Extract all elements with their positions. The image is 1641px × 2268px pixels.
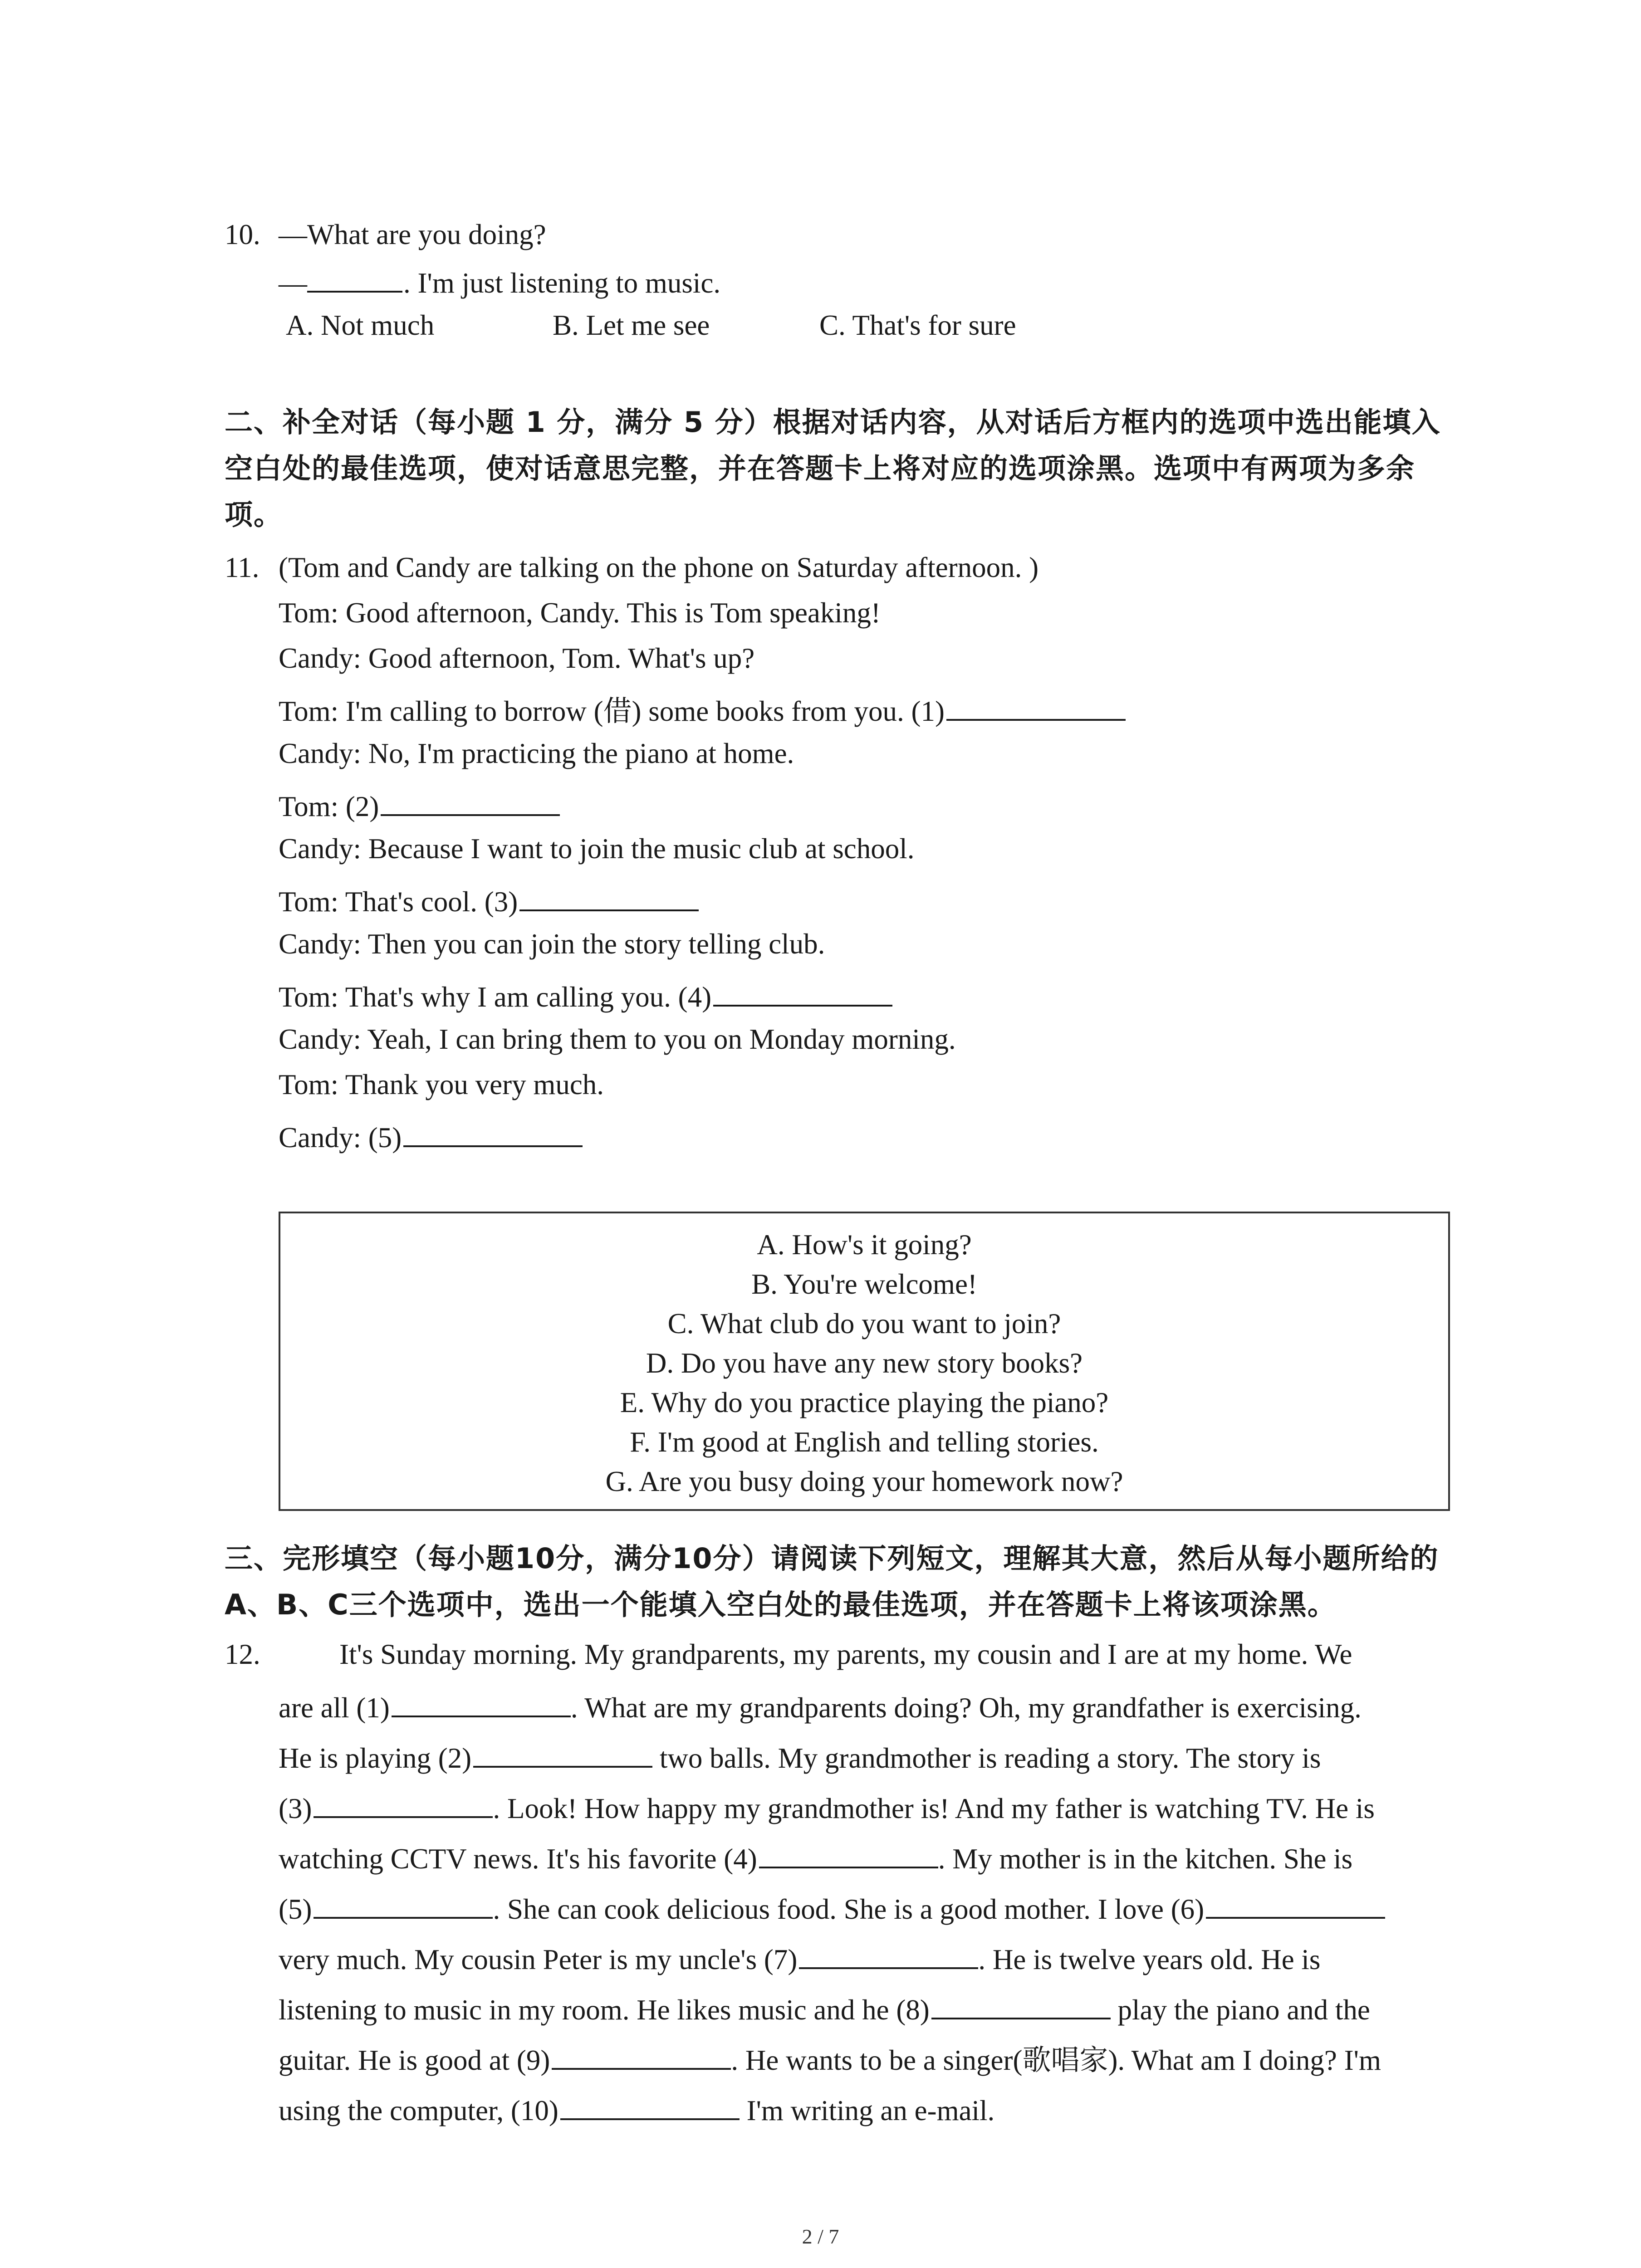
passage-line <box>279 1788 1449 1827</box>
answer-blank <box>314 1888 493 1919</box>
dialogue-line <box>279 1117 583 1156</box>
passage-line <box>279 1737 1449 1776</box>
passage-text: I'm writing an e-mail. <box>739 2095 995 2126</box>
dialogue-text: Tom: That's why I am calling you. (4) <box>279 981 712 1013</box>
passage-text: watching CCTV news. It's his favorite (4) <box>279 1843 757 1875</box>
page-number: 2 / 7 <box>802 2225 839 2248</box>
answer-blank <box>560 2090 740 2120</box>
choices-box <box>279 1212 1450 1511</box>
dialogue-text: Tom: (2) <box>279 791 379 822</box>
q10-option-b: B. Let me see <box>553 309 710 341</box>
passage-line <box>279 1989 1449 2028</box>
q10-option-c: C. That's for sure <box>819 309 1016 341</box>
passage-line <box>279 1838 1449 1877</box>
choice-c: C. What club do you want to join? <box>667 1308 1061 1339</box>
passage-text: two balls. My grandmother is reading a story. The story is <box>652 1742 1321 1774</box>
passage-text: . He wants to be a singer(歌唱家). What am I doing? I'm <box>731 2044 1381 2076</box>
answer-blank <box>946 690 1126 721</box>
q10-option-a: A. Not much <box>286 309 435 341</box>
q11-intro: (Tom and Candy are talking on the phone on Saturday afternoon. ) <box>279 552 1039 583</box>
dialogue-line <box>279 690 1126 729</box>
passage-text: guitar. He is good at (9) <box>279 2044 550 2076</box>
dialogue-text: Candy: (5) <box>279 1122 402 1154</box>
passage-text: . What are my grandparents doing? Oh, my grandfather is exercising. <box>570 1692 1362 1724</box>
passage-text: . My mother is in the kitchen. She is <box>938 1843 1353 1875</box>
dialogue-text: Tom: That's cool. (3) <box>279 886 518 918</box>
dialogue-line <box>279 786 560 825</box>
q10-line-2 <box>279 262 720 301</box>
passage-text: . She can cook delicious food. She is a good mother. I love (6) <box>493 1893 1205 1925</box>
dialogue-line: Candy: Because I want to join the music club at school. <box>279 833 915 865</box>
section-2-heading: 二、补全对话（每小题 1 分，满分 5 分）根据对话内容，从对话后方框内的选项中选出能填入空白处的最佳选项，使对话意思完整，并在答题卡上将对应的选项涂黑。选项中有两项为多余项。 <box>225 406 1441 531</box>
passage-text: play the piano and the <box>1110 1994 1370 2026</box>
passage-text: (5) <box>279 1893 312 1925</box>
dialogue-line <box>279 976 892 1015</box>
answer-blank <box>473 1737 652 1768</box>
passage-text: . Look! How happy my grandmother is! And my father is watching TV. He is <box>493 1793 1375 1824</box>
passage-text: He is playing (2) <box>279 1742 472 1774</box>
dialogue-line: Candy: Then you can join the story telling club. <box>279 928 825 960</box>
dialogue-text: Tom: I'm calling to borrow (借) some books from you. (1) <box>279 695 945 727</box>
answer-blank <box>314 1788 493 1818</box>
answer-blank <box>931 1989 1111 2019</box>
passage-text: . He is twelve years old. He is <box>978 1944 1321 1975</box>
choice-b: B. You're welcome! <box>751 1268 977 1300</box>
passage-line <box>279 2090 1449 2129</box>
passage-text: (3) <box>279 1793 312 1824</box>
answer-blank <box>381 786 560 816</box>
choice-d: D. Do you have any new story books? <box>646 1347 1083 1379</box>
question-number-12: 12. <box>225 1638 260 1670</box>
choice-a: A. How's it going? <box>757 1229 972 1261</box>
passage-text: very much. My cousin Peter is my uncle's (7) <box>279 1944 798 1975</box>
q10-dash: — <box>279 267 307 299</box>
q10-line-1: —What are you doing? <box>279 219 546 250</box>
choice-f: F. I'm good at English and telling stories. <box>630 1426 1099 1458</box>
passage-line <box>279 1888 1449 1927</box>
section-3-heading: 三、完形填空（每小题10分，满分10分）请阅读下列短文，理解其大意，然后从每小题所给的A、B、C三个选项中，选出一个能填入空白处的最佳选项，并在答题卡上将该项涂黑。 <box>225 1542 1439 1621</box>
passage-line: It's Sunday morning. My grandparents, my parents, my cousin and I are at my home. We <box>339 1638 1352 1670</box>
passage-text: are all (1) <box>279 1692 390 1724</box>
q10-line-2-rest: . I'm just listening to music. <box>403 267 721 299</box>
dialogue-line: Tom: Thank you very much. <box>279 1069 604 1100</box>
dialogue-line: Tom: Good afternoon, Candy. This is Tom speaking! <box>279 597 881 629</box>
answer-blank <box>552 2039 731 2070</box>
answer-blank <box>519 881 699 911</box>
dialogue-line: Candy: Good afternoon, Tom. What's up? <box>279 642 755 674</box>
answer-blank <box>759 1838 938 1868</box>
answer-blank <box>713 976 892 1007</box>
question-number-11: 11. <box>225 552 260 583</box>
answer-blank <box>1206 1888 1385 1919</box>
passage-text: using the computer, (10) <box>279 2095 558 2126</box>
answer-blank <box>392 1687 571 1717</box>
question-number-10: 10. <box>225 219 260 250</box>
answer-blank <box>799 1939 978 1969</box>
answer-blank <box>403 1117 583 1147</box>
choice-g: G. Are you busy doing your homework now? <box>605 1466 1123 1497</box>
passage-line <box>279 1687 1449 1726</box>
passage-line <box>279 1939 1449 1978</box>
passage-text: listening to music in my room. He likes music and he (8) <box>279 1994 930 2026</box>
dialogue-line: Candy: Yeah, I can bring them to you on Monday morning. <box>279 1023 956 1055</box>
answer-blank <box>307 262 402 293</box>
choice-e: E. Why do you practice playing the piano? <box>620 1387 1109 1418</box>
dialogue-line <box>279 881 699 920</box>
passage-line <box>279 2039 1449 2078</box>
dialogue-line: Candy: No, I'm practicing the piano at home. <box>279 738 794 769</box>
